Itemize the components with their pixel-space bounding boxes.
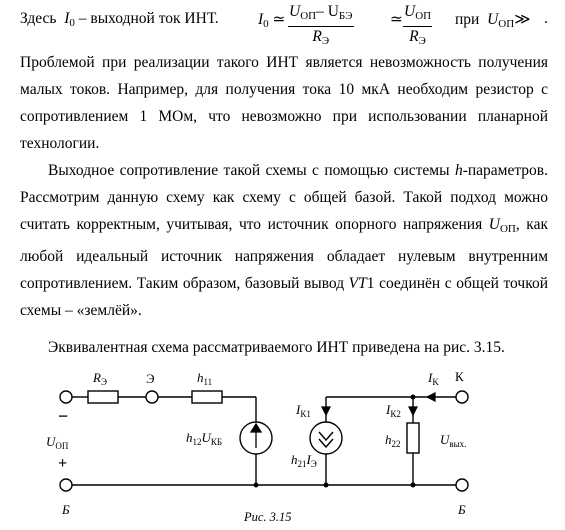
label-node-b-right: Б bbox=[458, 502, 466, 517]
label-node-b-left: Б bbox=[62, 502, 70, 517]
formula-end-dot: . bbox=[544, 10, 548, 27]
current-source-h21 bbox=[310, 422, 342, 454]
label-ik1: $I_{К1}$ bbox=[296, 402, 311, 419]
fraction-1: $U_{ОП}-$ $U_{БЭ}$ $R_Э$ bbox=[289, 3, 353, 47]
label-uvyx: $U_{вых.}$ bbox=[440, 432, 467, 449]
label-node-e: Э bbox=[146, 371, 155, 386]
label-h12: $h_{12}U_{КБ}$ bbox=[186, 430, 223, 447]
figure-caption: Рис. 3.15 bbox=[244, 510, 292, 524]
label-ik: $I_K$ bbox=[428, 370, 439, 387]
formula-lhs: $I_0$ ≃ bbox=[258, 11, 286, 30]
label-h11: $h_{11}$ bbox=[197, 370, 213, 387]
label-ik2: $I_{К2}$ bbox=[386, 402, 401, 419]
paragraph-2: Выходное сопротивление такой схемы с помощью системы h-параметров. Рассмотрим данную схему как схему с общей базой. Такой подход можно считать корректным, учитывая, что источник опорного напряжения $U_{ОП}$, как любой идеальный источник напряжения обладает нулевым внутренним сопротивлением. Таким образом, базовый вывод VT1 соединён с общей точкой схемы – «землёй». bbox=[20, 162, 548, 319]
circuit-diagram bbox=[0, 360, 565, 530]
resistor-h22 bbox=[407, 423, 419, 453]
paragraph-1: Проблемой при реализации такого ИНТ является невозможность получения малых токов. Например, для получения тока 10 мкА необходим резистор с сопротивлением 1 МОм, что невозможно при использовании планарной технологии. bbox=[20, 54, 548, 152]
label-h22: $h_{22}$ bbox=[385, 432, 401, 449]
label-h21: $h_{21}I_Э$ bbox=[291, 452, 317, 469]
label-plus: + bbox=[58, 455, 68, 472]
resistor-re bbox=[88, 391, 118, 403]
terminal-e bbox=[146, 391, 158, 403]
label-uop: $U_{ОП}$ bbox=[46, 434, 69, 451]
formula-approx-2: ≃ bbox=[390, 11, 403, 28]
resistor-h11 bbox=[192, 391, 222, 403]
formula-line bbox=[20, 3, 560, 47]
formula-lead: Здесь $I_0$ – выходной ток ИНТ. bbox=[20, 10, 219, 29]
paragraph-3: Эквивалентная схема рассматриваемого ИНТ приведена на рис. 3.15. bbox=[48, 339, 505, 356]
label-minus: − bbox=[58, 406, 69, 426]
fraction-2: $U_{ОП}$ $R_Э$ bbox=[404, 3, 432, 47]
label-re: $R_Э$ bbox=[93, 370, 107, 387]
formula-condition: при $U_{ОП}≫$ bbox=[455, 11, 531, 30]
label-node-k: К bbox=[455, 369, 464, 384]
